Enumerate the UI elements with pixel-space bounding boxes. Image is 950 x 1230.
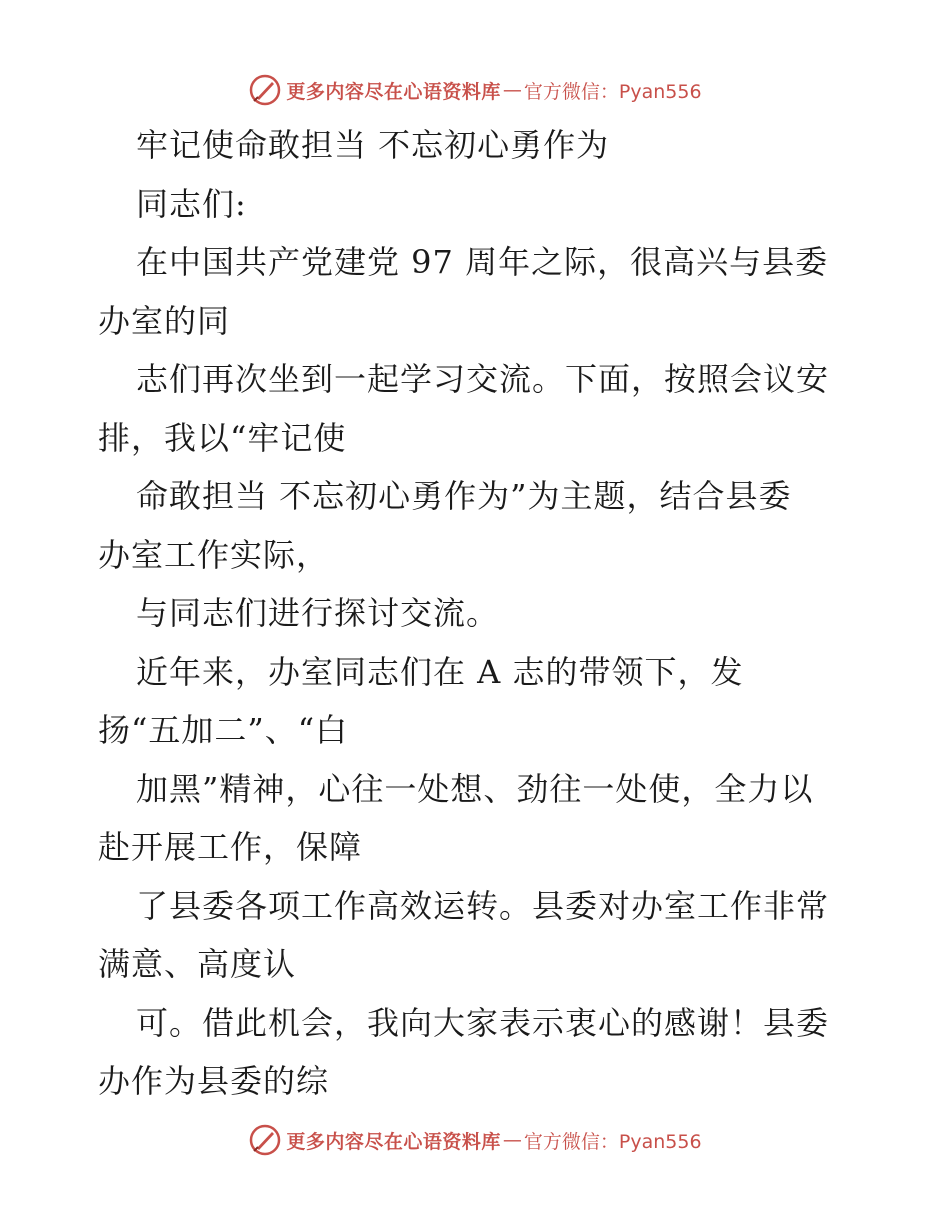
- watermark-footer: [0, 1120, 950, 1160]
- text-line: 近年来，办室同志们在 A 志的带领下，发: [136, 652, 744, 691]
- watermark-contact: 官方微信：Pyan556: [523, 1130, 702, 1153]
- text-line: 赴开展工作，保障: [98, 828, 363, 866]
- text-line: 排，我以“牢记使: [98, 418, 347, 457]
- text-line: 命敢担当 不忘初心勇作为”为主题，结合县委: [136, 477, 792, 515]
- text-line: 与同志们进行探讨交流。: [136, 594, 500, 632]
- text-line: 加黑”精神，心往一处想、劲往一处使，全力以: [136, 769, 814, 808]
- text-line: 可。借此机会，我向大家表示衷心的感谢！县委: [136, 1003, 830, 1042]
- text-line: 办室工作实际，: [98, 535, 330, 574]
- text-line: 牢记使命敢担当 不忘初心勇作为: [136, 126, 610, 164]
- watermark-separator: —: [502, 79, 522, 101]
- document-body: [98, 116, 858, 1111]
- watermark-site: 更多内容尽在心语资料库: [286, 80, 501, 103]
- text-line: 志们再次坐到一起学习交流。下面，按照会议安: [136, 360, 830, 398]
- quill-logo-icon: [248, 73, 282, 107]
- text-line: 扬“五加二”、“白: [98, 711, 349, 749]
- text-line: 办作为县委的综: [98, 1062, 330, 1100]
- watermark-site: 更多内容尽在心语资料库: [286, 1130, 501, 1153]
- watermark-contact: 官方微信：Pyan556: [523, 80, 702, 103]
- text-line: 办室的同: [98, 301, 231, 340]
- text-line: 在中国共产党建党 97 周年之际，很高兴与县委: [136, 243, 829, 281]
- text-line: 了县委各项工作高效运转。县委对办室工作非常: [136, 886, 830, 925]
- watermark-header: [0, 70, 950, 110]
- text-line: 满意、高度认: [98, 945, 297, 983]
- quill-logo-icon: [248, 1123, 282, 1157]
- text-line: 同志们:: [136, 184, 247, 223]
- watermark-separator: —: [502, 1129, 522, 1151]
